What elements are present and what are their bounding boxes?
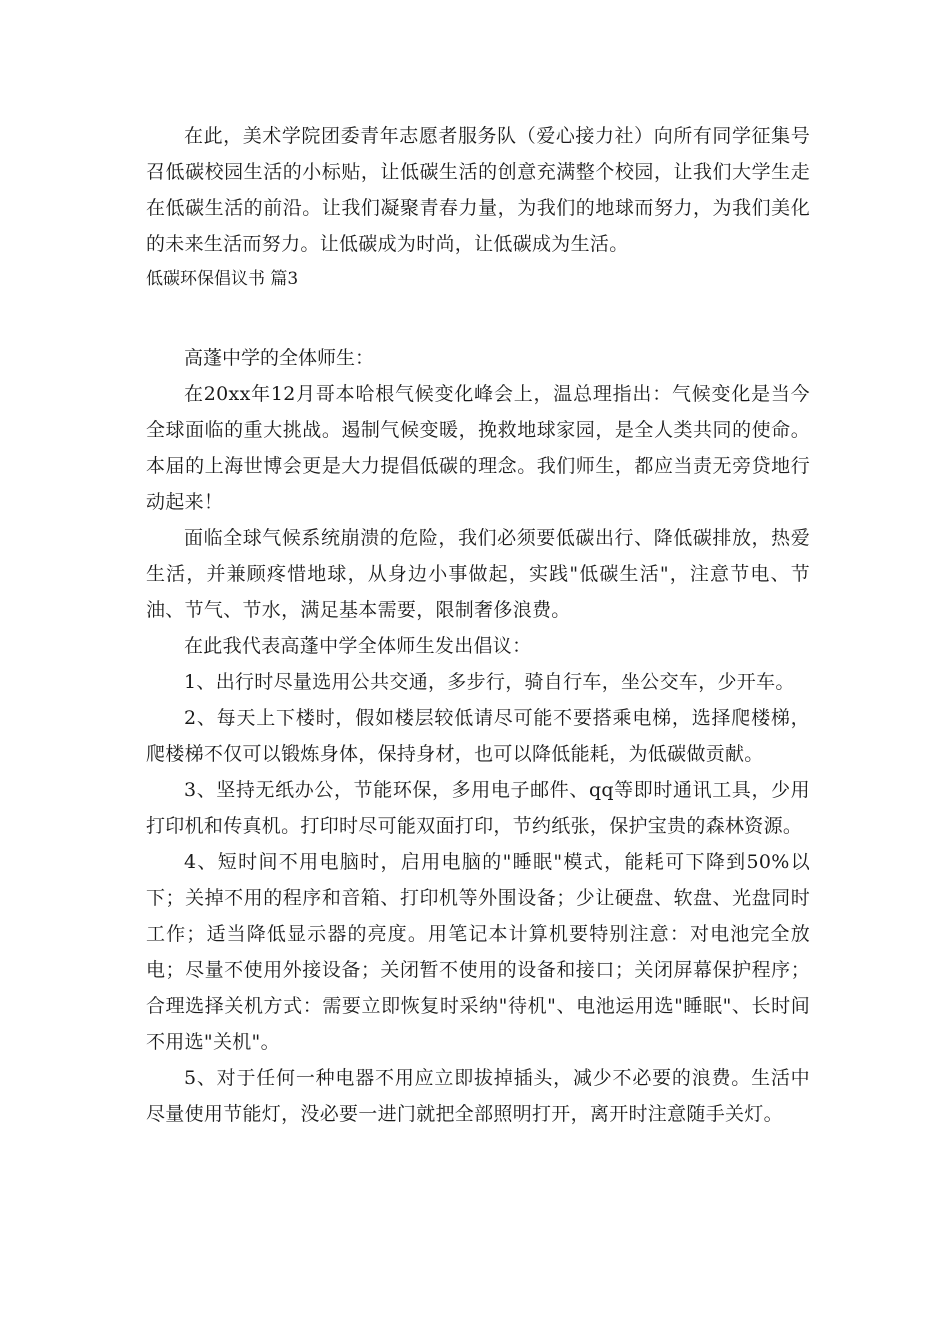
- proposal-item-1: 1、出行时尽量选用公共交通，多步行，骑自行车，坐公交车，少开车。: [184, 671, 795, 693]
- paragraph-summit: 在20xx年12月哥本哈根气候变化峰会上，温总理指出：气候变化是当今全球面临的重大挑战。遏制气候变暖，挽救地球家园，是全人类共同的使命。本届的上海世博会更是大力提倡低碳的理念。我们师生，都应当责无旁贷地行动起来！: [146, 383, 810, 513]
- section-heading: 低碳环保倡议书 篇3: [146, 269, 299, 289]
- salutation: 高蓬中学的全体师生：: [184, 347, 375, 369]
- intro-paragraph: 在此，美术学院团委青年志愿者服务队（爱心接力社）向所有同学征集号召低碳校园生活的小标贴，让低碳生活的创意充满整个校园，让我们大学生走在低碳生活的前沿。让我们凝聚青春力量，为我们的地球而努力，为我们美化的未来生活而努力。让低碳成为时尚，让低碳成为生活。: [146, 125, 810, 255]
- proposal-item-3: 3、坚持无纸办公，节能环保，多用电子邮件、qq等即时通讯工具，少用打印机和传真机。打印时尽可能双面打印，节约纸张，保护宝贵的森林资源。: [146, 779, 810, 837]
- section-spacer: [146, 296, 810, 340]
- document-body: [146, 118, 810, 1132]
- paragraph-danger: 面临全球气候系统崩溃的危险，我们必须要低碳出行、降低碳排放，热爱生活，并兼顾疼惜地球，从身边小事做起，实践"低碳生活"，注意节电、节油、节气、节水，满足基本需要，限制奢侈浪费。: [146, 527, 810, 621]
- proposal-item-4: 4、短时间不用电脑时，启用电脑的"睡眠"模式，能耗可下降到50%以下；关掉不用的程序和音箱、打印机等外围设备；少让硬盘、软盘、光盘同时工作；适当降低显示器的亮度。用笔记本计算机要特别注意：对电池完全放电；尽量不使用外接设备；关闭暂不使用的设备和接口；关闭屏幕保护程序；合理选择关机方式：需要立即恢复时采纳"待机"、电池运用选"睡眠"、长时间不用选"关机"。: [146, 851, 810, 1053]
- proposal-item-2: 2、每天上下楼时，假如楼层较低请尽可能不要搭乘电梯，选择爬楼梯，爬楼梯不仅可以锻炼身体，保持身材，也可以降低能耗，为低碳做贡献。: [146, 707, 810, 765]
- proposal-item-5: 5、对于任何一种电器不用应立即拔掉插头，减少不必要的浪费。生活中尽量使用节能灯，没必要一进门就把全部照明打开，离开时注意随手关灯。: [146, 1067, 810, 1125]
- paragraph-proposal-intro: 在此我代表高蓬中学全体师生发出倡议：: [184, 635, 532, 657]
